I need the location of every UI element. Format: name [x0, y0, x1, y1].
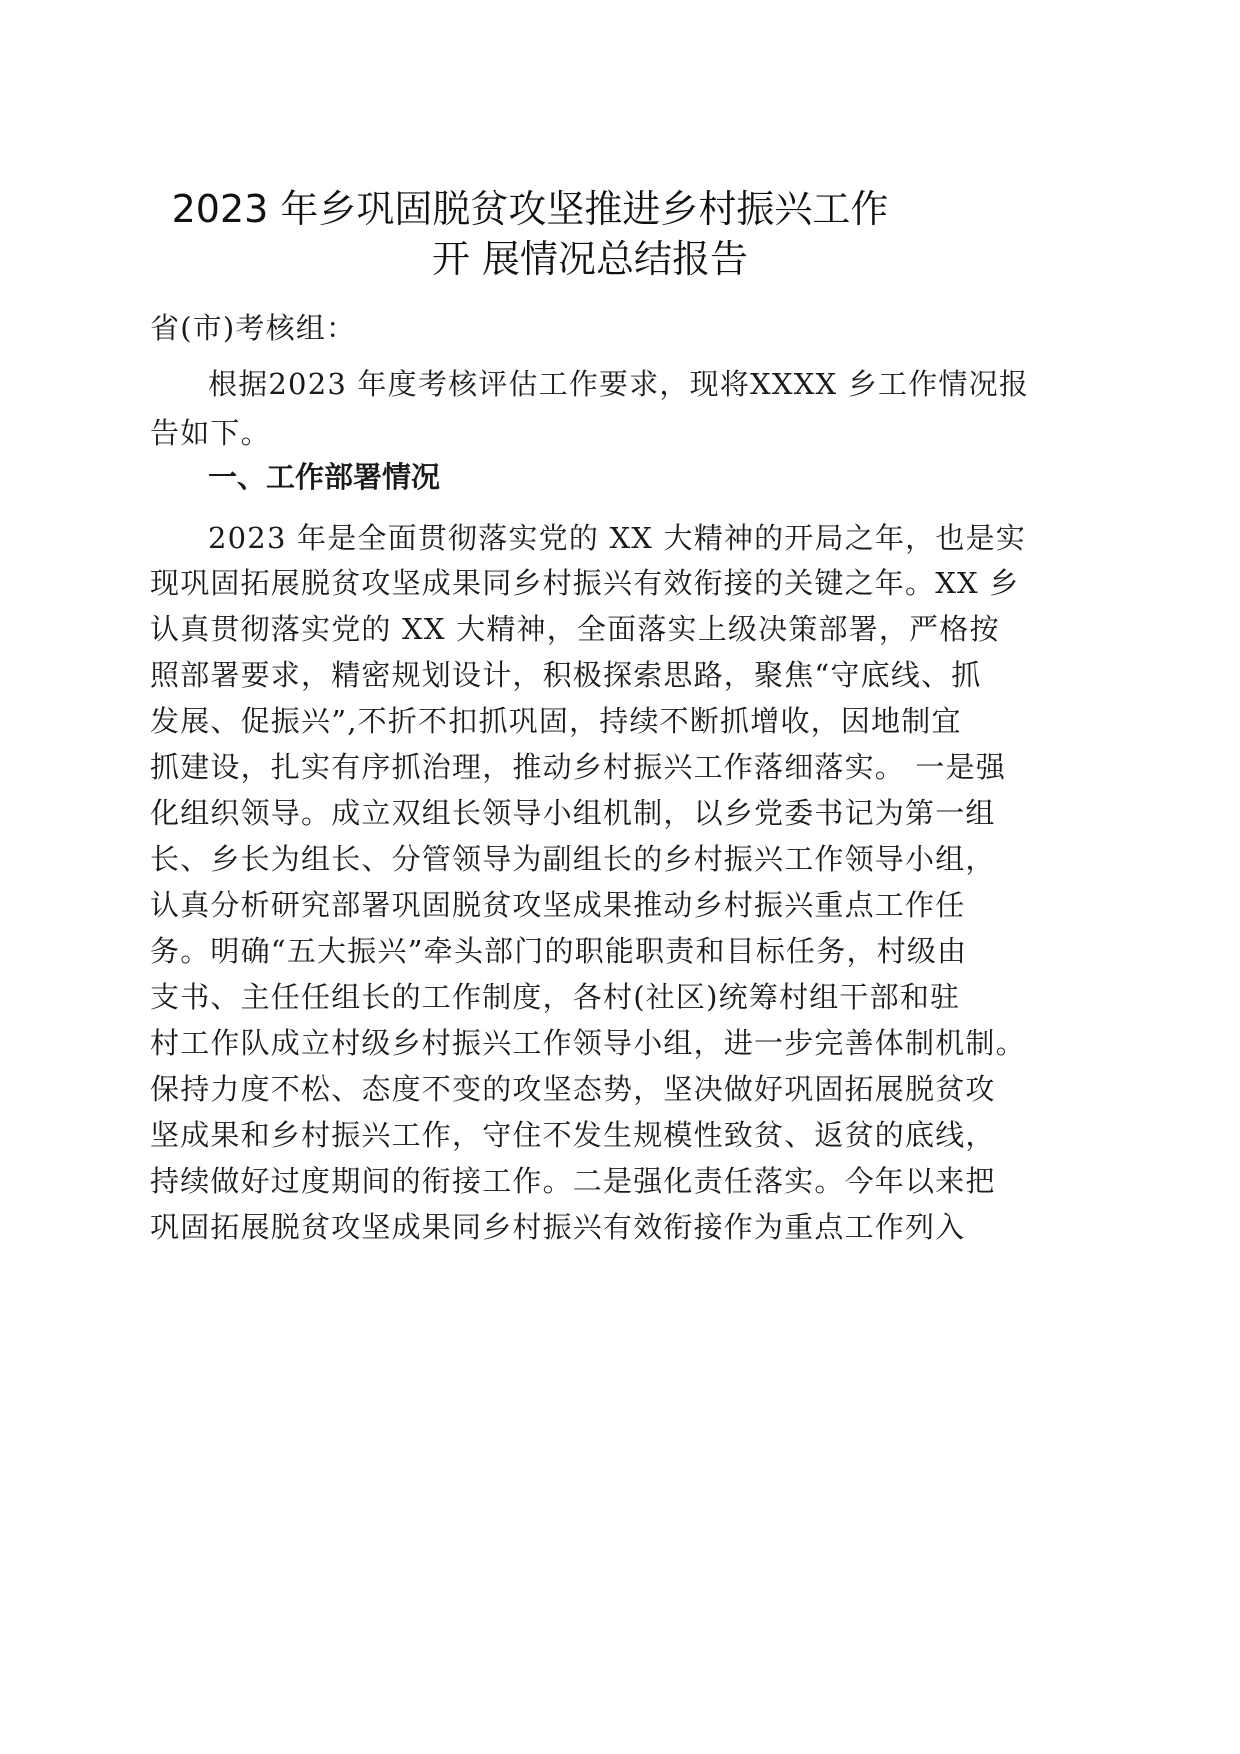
- salutation: 省(市)考核组：: [150, 311, 357, 345]
- body-line: 坚成果和乡村振兴工作，守住不发生规模性致贫、返贫的底线，: [150, 1118, 996, 1152]
- body-line: 长、乡长为组长、分管领导为副组长的乡村振兴工作领导小组，: [150, 842, 996, 876]
- body-line: 照部署要求，精密规划设计，积极探索思路，聚焦“守底线、抓: [150, 658, 982, 692]
- body-line: 认真贯彻落实党的 XX 大精神，全面落实上级决策部署，严格按: [150, 612, 1000, 646]
- document-title-line-1: 2023 年乡巩固脱贫攻坚推进乡村振兴工作: [171, 187, 889, 231]
- intro-line: 根据2023 年度考核评估工作要求，现将XXXX 乡工作情况报: [208, 367, 1030, 401]
- body-line: 发展、促振兴”,不折不扣抓巩固，持续不断抓增收，因地制宜: [150, 704, 962, 738]
- body-line: 持续做好过度期间的衔接工作。二是强化责任落实。今年以来把: [150, 1164, 996, 1198]
- intro-line: 告如下。: [150, 416, 271, 450]
- body-line: 支书、主任任组长的工作制度，各村(社区)统筹村组干部和驻: [150, 980, 961, 1014]
- body-line: 化组织领导。成立双组长领导小组机制，以乡党委书记为第一组: [150, 796, 996, 830]
- body-line: 巩固拓展脱贫攻坚成果同乡村振兴有效衔接作为重点工作列入: [150, 1210, 966, 1244]
- body-line: 认真分析研究部署巩固脱贫攻坚成果推动乡村振兴重点工作任: [150, 888, 966, 922]
- body-line: 务。明确“五大振兴”牵头部门的职能职责和目标任务，村级由: [150, 934, 968, 968]
- body-line: 村工作队成立村级乡村振兴工作领导小组，进一步完善体制机制。: [150, 1026, 1026, 1060]
- section-heading: 一、工作部署情况: [208, 460, 441, 494]
- document-title-line-2: 开 展情况总结报告: [431, 237, 749, 281]
- body-line: 保持力度不松、态度不变的攻坚态势，坚决做好巩固拓展脱贫攻: [150, 1072, 996, 1106]
- body-line: 现巩固拓展脱贫攻坚成果同乡村振兴有效衔接的关键之年。XX 乡: [150, 566, 1020, 600]
- body-line: 抓建设，扎实有序抓治理，推动乡村振兴工作落细落实。 一是强: [150, 750, 1007, 784]
- body-line: 2023 年是全面贯彻落实党的 XX 大精神的开局之年，也是实: [208, 521, 1026, 555]
